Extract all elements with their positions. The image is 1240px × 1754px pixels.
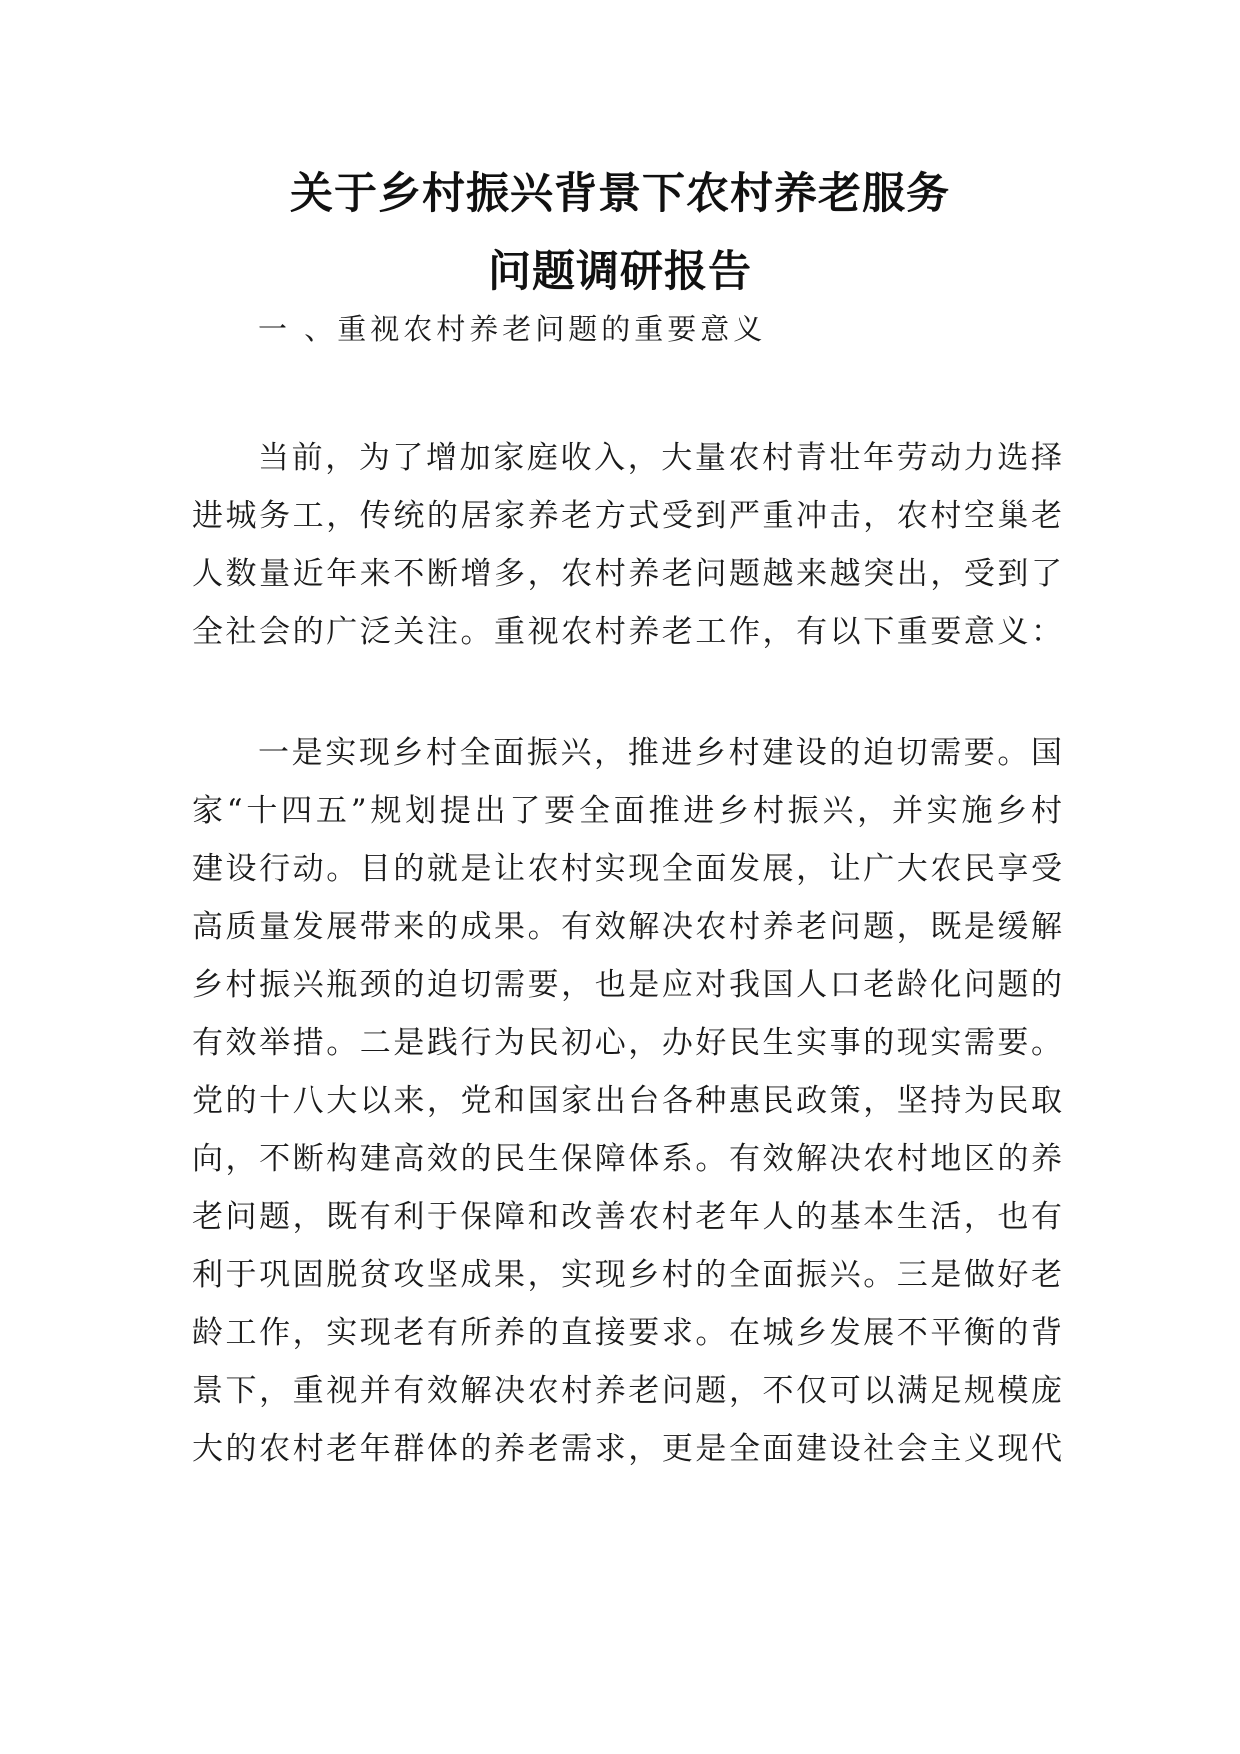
paragraph-2-line-8: 向，不断构建高效的民生保障体系。有效解决农村地区的养 <box>192 1141 1062 1177</box>
paragraph-1-line-4: 全社会的广泛关注。重视农村养老工作，有以下重要意义： <box>192 614 1062 650</box>
paragraph-2-line-11: 龄工作，实现老有所养的直接要求。在城乡发展不平衡的背 <box>192 1315 1062 1351</box>
paragraph-2-line-9: 老问题，既有利于保障和改善农村老年人的基本生活，也有 <box>192 1199 1062 1235</box>
paragraph-1-line-1: 当前，为了增加家庭收入，大量农村青壮年劳动力选择 <box>258 440 1062 476</box>
paragraph-2-line-5: 乡村振兴瓶颈的迫切需要，也是应对我国人口老龄化问题的 <box>192 967 1062 1003</box>
paragraph-1-line-2: 进城务工，传统的居家养老方式受到严重冲击，农村空巢老 <box>192 498 1062 534</box>
document-title-line-2: 问题调研报告 <box>488 247 752 297</box>
paragraph-1 <box>192 429 1062 661</box>
paragraph-2-line-7: 党的十八大以来，党和国家出台各种惠民政策，坚持为民取 <box>192 1083 1062 1119</box>
section-heading: 一 、重视农村养老问题的重要意义 <box>258 312 767 346</box>
paragraph-2 <box>192 724 1062 1478</box>
paragraph-2-line-12: 景下，重视并有效解决农村养老问题，不仅可以满足规模庞 <box>192 1373 1062 1409</box>
paragraph-2-line-1: 一是实现乡村全面振兴，推进乡村建设的迫切需要。国 <box>258 735 1062 771</box>
paragraph-1-line-3: 人数量近年来不断增多，农村养老问题越来越突出，受到了 <box>192 556 1062 592</box>
paragraph-2-line-4: 高质量发展带来的成果。有效解决农村养老问题，既是缓解 <box>192 909 1062 945</box>
paragraph-2-line-2: 家“十四五”规划提出了要全面推进乡村振兴，并实施乡村 <box>192 793 1062 829</box>
document-title-line-1: 关于乡村振兴背景下农村养老服务 <box>290 169 950 219</box>
paragraph-2-line-10: 利于巩固脱贫攻坚成果，实现乡村的全面振兴。三是做好老 <box>192 1257 1062 1293</box>
paragraph-2-line-6: 有效举措。二是践行为民初心，办好民生实事的现实需要。 <box>192 1025 1062 1061</box>
paragraph-2-line-3: 建设行动。目的就是让农村实现全面发展，让广大农民享受 <box>192 851 1062 887</box>
paragraph-2-line-13: 大的农村老年群体的养老需求，更是全面建设社会主义现代 <box>192 1431 1062 1467</box>
